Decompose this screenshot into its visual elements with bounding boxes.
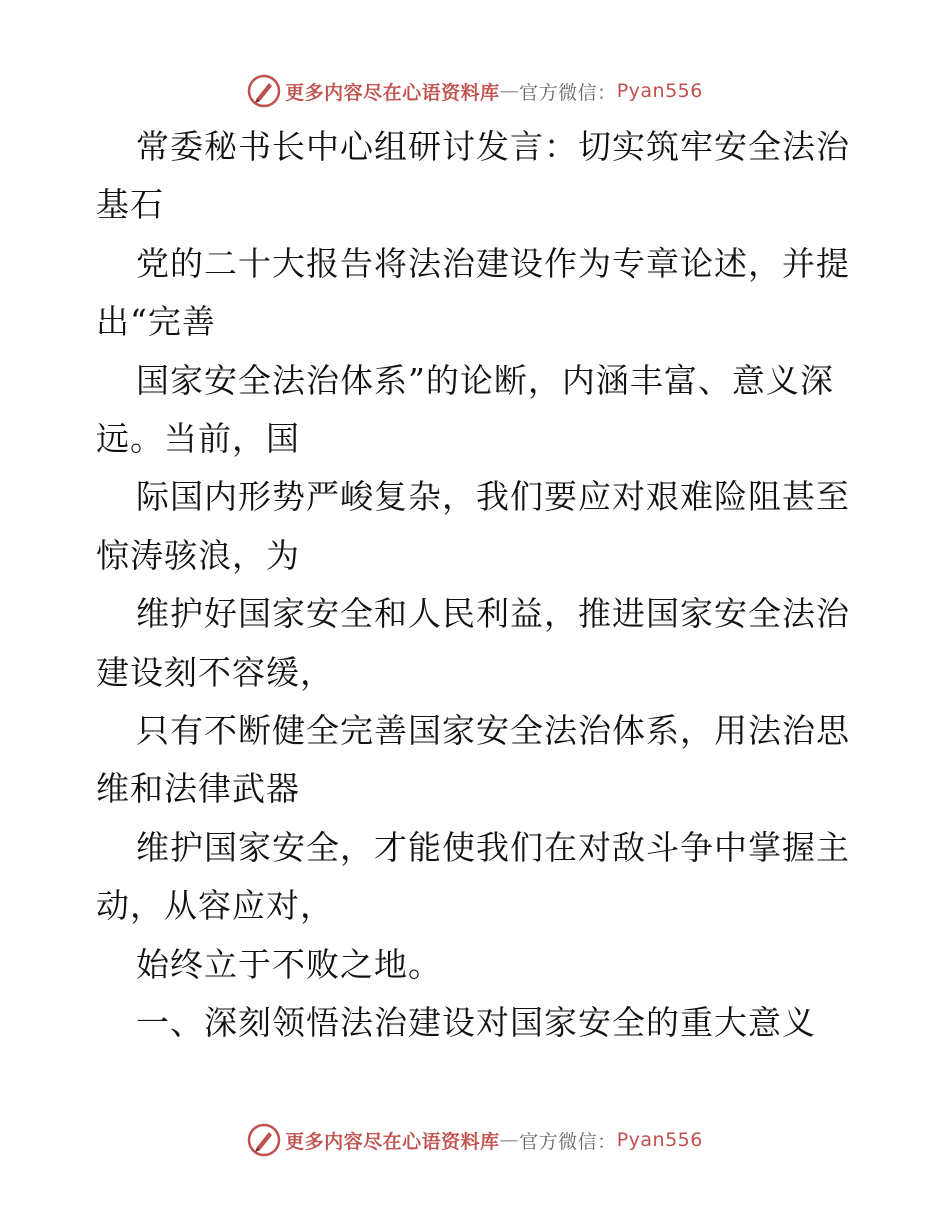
watermark-id: Pyan556 — [616, 1129, 703, 1151]
watermark-official: 官方微信： — [519, 1130, 617, 1153]
document-title: 常委秘书长中心组研讨发言：切实筑牢安全法治基石 — [96, 127, 850, 225]
pen-logo-icon — [247, 1123, 281, 1157]
paragraph-line: 党的二十大报告将法治建设作为专章论述，并提出“完善 — [96, 243, 850, 342]
footer-watermark — [0, 1120, 950, 1160]
paragraph-line: 国家安全法治体系”的论断，内涵丰富、意义深远。当前，国 — [96, 360, 834, 459]
paragraph-line: 只有不断健全完善国家安全法治体系，用法治思维和法律武器 — [96, 711, 850, 809]
paragraph-line: 际国内形势严峻复杂，我们要应对艰难险阻甚至惊涛骇浪，为 — [96, 477, 850, 575]
section-heading: 一、深刻领悟法治建设对国家安全的重大意义 — [136, 1003, 816, 1043]
watermark-id: Pyan556 — [616, 80, 703, 102]
watermark-text: 更多内容尽在心语资料库 — [285, 1130, 500, 1153]
watermark-dash: — — [499, 1129, 520, 1151]
watermark-text: 更多内容尽在心语资料库 — [285, 81, 500, 104]
paragraph-line: 维护国家安全，才能使我们在对敌斗争中掌握主动，从容应对， — [96, 827, 850, 926]
document-body — [96, 118, 856, 1053]
watermark-official: 官方微信： — [519, 81, 617, 104]
watermark-dash: — — [499, 80, 520, 102]
paragraph-line: 维护好国家安全和人民利益，推进国家安全法治建设刻不容缓， — [96, 594, 850, 692]
paragraph-line: 始终立于不败之地。 — [136, 944, 442, 984]
pen-logo-icon — [247, 74, 281, 108]
header-watermark — [0, 71, 950, 111]
